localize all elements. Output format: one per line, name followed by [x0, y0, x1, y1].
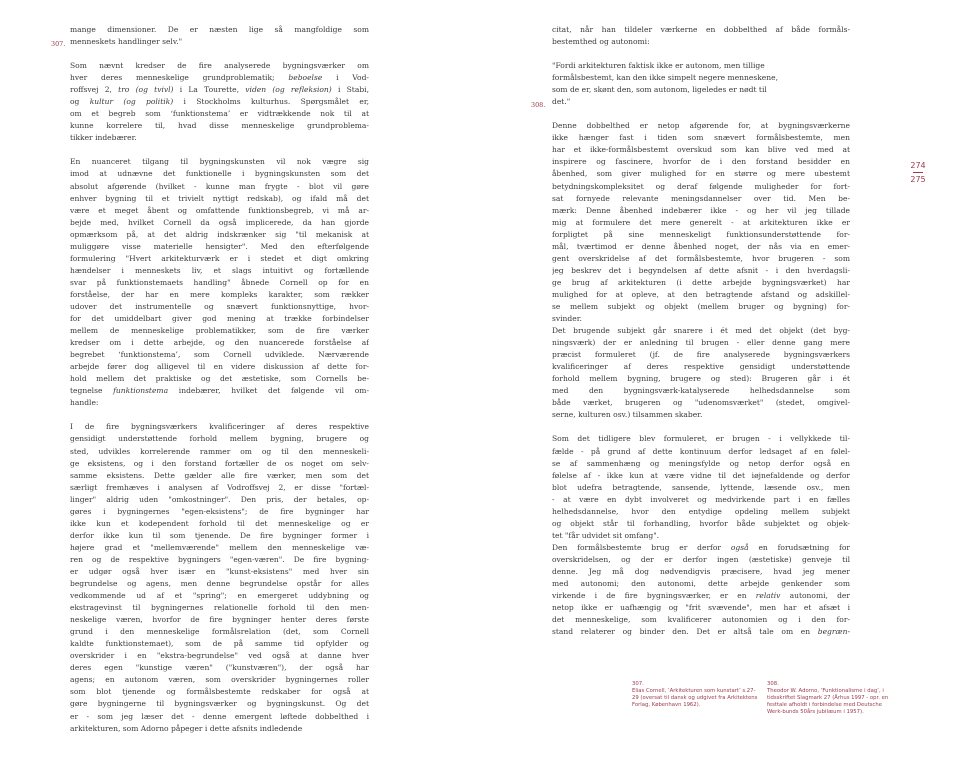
text-line: linger" aldrig uden "omkostninger". Den pris, der betales, op- [70, 494, 369, 504]
text-line: mærk: Denne åbenhed indebærer ikke - og her vil jeg tillade [552, 205, 850, 215]
text-line: for det umiddelbart giver god mening at trække forbindelser [70, 314, 369, 324]
text-line: det." [552, 97, 571, 107]
text-line: deres egen "kunstige væren" ("kunstværen"), der også har [70, 663, 369, 673]
text-line: imod at udnævne det funktionelle i bygningskunsten som det [70, 169, 369, 179]
emphasis: relativ [755, 591, 781, 601]
text-line: bejde med, hvilket Cornell da også implicerede, da han gjorde [70, 217, 369, 227]
text-line: med autonomi; den autonomi, dette arbejde genkender som [552, 579, 850, 589]
page-number-separator [913, 172, 923, 173]
emphasis: funktionstema [113, 386, 169, 396]
text-line: gøres i bygningernes "egen-eksistens"; de fire bygninger har [70, 506, 369, 516]
text-line: formålsbestemt, kan den ikke simpelt negere menneskene, [552, 73, 778, 83]
text-line: kredser om i dette arbejde, og den nuancerede forståelse af [70, 338, 369, 348]
text-line: hver deres menneskelige grundproblematik; beboelse i Vod- [70, 73, 369, 83]
text-line: kunne korrelere til, hvad disse menneskelige grundproblema- [70, 121, 369, 131]
text-line: mig at formulere det mere generelt - at arkitekturen ikke er [552, 217, 850, 227]
text-line: tikker indebærer. [70, 133, 137, 143]
paragraph [552, 120, 850, 325]
text-line: er udgør også hver især en "kunst-eksistens" med hver sin [70, 566, 369, 576]
text-line: grund i den menneskelige formålsrelation (det, som Cornell [70, 627, 369, 637]
text-line: både værket, brugeren og "udenomsværket" (stedet, omgivel- [552, 398, 850, 408]
text-line: overskrider i en "ekstra-begrundelse" ved også at danne hver [70, 651, 369, 661]
emphasis: kultur (og politik) [89, 97, 174, 107]
text-line: mellem de menneskelige problematikker, som de fire værker [70, 326, 369, 336]
text-line: det menneskelige, som kvalificerer autonomien og i den for- [552, 615, 850, 625]
footnote-marker-307: 307. [51, 40, 66, 48]
text-line: ekstragevinst til bygningernes relationelle forhold til den men- [70, 603, 369, 613]
text-line: vedkommende ud af et "spring"; en emergeret uddybning og [70, 591, 369, 601]
text-line: arbejde fører dog alligevel til en videre diskussion af dette for- [70, 362, 369, 372]
text-line: netop ikke er uafhængig og "frit svævende", men har et afsæt i [552, 603, 850, 613]
text-line: tet "får udvidet sit omfang". [552, 530, 660, 540]
text-line: Denne dobbelthed er netop afgørende for, at bygningsværkerne [552, 121, 850, 131]
text-line: handle: [70, 398, 99, 408]
text-line: agens; en autonom væren, som overskrider bygningernes roller [70, 675, 369, 685]
text-line: neskelige væren, hvorfor de fire bygninger henter deres første [70, 615, 369, 625]
text-line: og kultur (og politik) i Stockholms kulturhus. Spørgsmålet er, [70, 97, 369, 107]
text-line: mål, tværtimod er denne åbenhed noget, der nås via en emer- [552, 241, 850, 251]
text-line: udover det instrumentelle og snævert funktionsnyttige, hvor- [70, 301, 369, 311]
text-line: begrebet ‘funktionstema’, som Cornell udviklede. Nærværende [70, 350, 369, 360]
page-number-right: 275 [910, 175, 926, 184]
text-line: kaldte funktionstemaet), som de på samme tid opfylder og [70, 639, 369, 649]
text-line: ikke kun et kodependent forhold til det menneskelige og er [70, 518, 369, 528]
text-line: En nuanceret tilgang til bygningskunsten vil nok vægre sig [70, 157, 369, 167]
text-line: er - som jeg læser det - denne emergent løftede dobbelthed i [70, 711, 369, 721]
text-line: menneskets handlinger selv." [70, 37, 183, 47]
paragraph [552, 433, 850, 541]
text-line: højere grad et "mellemværende" mellem den menneskelige væ- [70, 542, 369, 552]
text-line: hændelser i menneskets liv, et slags intuitivt og fortællende [70, 265, 369, 275]
text-line: sted, udvikles korrelerende rammer om og til den menneskeli- [70, 446, 369, 456]
text-line: og objekt står til forhandling, hvorfor både subjektet og objek- [552, 518, 850, 528]
text-line: - at være en dybt involveret og medvirkende part i en fælles [552, 494, 850, 504]
paragraph [70, 60, 369, 144]
text-line: kvalificeringer af deres respektive gensidigt understøttende [552, 362, 850, 372]
text-line: om et begreb som ‘funktionstema’ er vidtrækkende nok til at [70, 109, 369, 119]
text-line: Som nævnt kredser de fire analyserede bygningsværker om [70, 61, 369, 71]
text-line: med den bygningsværk-katalyserede helhedsdannelse som [552, 386, 850, 396]
footnote-marker-308: 308. [531, 101, 546, 109]
text-line: muliggøre visse materielle hensigter". Med den efterfølgende [70, 241, 369, 251]
paragraph [70, 156, 369, 409]
footnote-308 [767, 681, 897, 716]
text-line: tegnelse funktionstema indebærer, hvilket det følgende vil om- [70, 386, 369, 396]
text-line: se af sammenhæng og meningsfylde og netop derfor også en [552, 458, 850, 468]
footnote-number: 307. [632, 681, 644, 687]
text-line: har et ikke-formålsbestemt overskud som kan blive ved med at [552, 145, 850, 155]
text-line: overskridelsen, og der er derfor ingen (æstetiske) genveje til [552, 554, 850, 564]
text-line: citat, når han tildeler værkerne en dobbelthed af både formåls- [552, 25, 850, 34]
emphasis: begræn- [817, 627, 850, 637]
text-line: denne. Jeg må dog nødvendigvis præcisere, hvad jeg mener [552, 566, 850, 576]
text-line: absolut afgørende (hvilket - kunne man frygte - blot vil gøre [70, 181, 369, 191]
paragraph [70, 421, 369, 734]
page-number-left: 274 [910, 161, 926, 170]
paragraph [70, 24, 369, 48]
text-line: mulighed for at opleve, at den betragtende afstand og adskillel- [552, 289, 850, 299]
text-line: I de fire bygningsværkers kvalificeringer af deres respektive [70, 422, 369, 432]
text-line: særligt fremhæves i analysen af Vodroffsvej 2, er disse "fortæl- [70, 482, 369, 492]
emphasis: også [730, 542, 749, 552]
footnote-text: Theodor W. Adorno, ‘Funktionalisme i dag’, i tidsskriftet Slagmark 27 (Århus 1997 - opr. en festtale afholdt i forbindelse med Deutsche Werk-bunds 50års jubilæum i 1957). [767, 688, 889, 715]
text-line: ningsværk) der er anledning til brugen - eller denne gang mere [552, 338, 850, 348]
footnote-text: Elias Cornell, ‘Arkitekturen som kunstart’ s.27-29 (oversat til dansk og udgivet fra Arkitektens Forlag, København 1962). [632, 688, 758, 708]
text-line: Den formålsbestemte brug er derfor også en forudsætning for [552, 542, 850, 552]
text-line: serne, kulturen osv.) tilsammen skaber. [552, 410, 703, 420]
text-line: Som det tidligere blev formuleret, er brugen - i vellykkede til- [552, 434, 850, 444]
text-line: enhver bygning til et trivielt nyttigt redskab), og ifald må det [70, 193, 369, 203]
text-line: virkende i de fire bygningsværker, er en relativ autonomi, der [552, 591, 850, 601]
text-line: derfor ikke kun til som tjenende. De fire bygninger former i [70, 530, 369, 540]
block-quote [552, 60, 850, 108]
text-line: være et meget åbent og omfattende funktionsbegreb, vi må ar- [70, 205, 369, 215]
text-line: forpligtet på sine menneskeligt funktionsunderstøttende for- [552, 229, 850, 239]
text-line: bestemthed og autonomi: [552, 37, 650, 47]
text-line: betydningskompleksitet og deraf følgende muligheder for fort- [552, 181, 850, 191]
text-line: hold mellem det praktiske og det æstetiske, som Cornells be- [70, 374, 369, 384]
text-line: sat fornyede relevante meningsdannelser over tid. Men be- [552, 193, 850, 203]
text-line: mange dimensioner. De er næsten lige så mangfoldige som [70, 25, 369, 34]
text-line: præcist formuleret (jf. de fire analyserede bygningsværkers [552, 350, 850, 360]
text-line: forståelse, der har en mere kompleks karakter, som rækker [70, 289, 369, 299]
text-line: Det brugende subjekt går snarere i ét med det objekt (det byg- [552, 326, 850, 336]
paragraph [552, 325, 850, 421]
emphasis: viden (og refleksion) [245, 85, 332, 95]
text-line: begrundelse og agens, men denne begrundelse opstår for alles [70, 579, 369, 589]
footnote-number: 308. [767, 681, 779, 687]
page-numbers [906, 161, 930, 184]
text-line: ren og de respektive bygningers "egen-væren". De fire bygning- [70, 554, 369, 564]
text-line: forhold mellem bygning, brugere og sted): Brugeren går i ét [552, 374, 850, 384]
text-line: åbenhed, som giver mulighed for en større og mere ubestemt [552, 169, 850, 179]
text-line: roffsvej 2, tro (og tvivl) i La Tourette, viden (og refleksion) i Stabi, [70, 85, 369, 95]
text-line: samme eksistens. Dette gælder alle fire værker, men som det [70, 470, 369, 480]
text-line: som blot tjenende og formålsbestemte redskaber for også at [70, 687, 369, 697]
text-line: ge brug af arkitekturen (i dette arbejde bygningsværket) har [552, 277, 850, 287]
footnote-307 [632, 681, 758, 709]
text-line: svar på funktionstemaets handling" åbnede Cornell op for en [70, 277, 369, 287]
paragraph [552, 24, 850, 48]
text-line: følelse af - ikke kun at være vidne til det iøjnefaldende og derfor [552, 470, 850, 480]
emphasis: tro (og tvivl) [118, 85, 174, 95]
text-line: jeg beskrev det i begyndelsen af dette afsnit - i den hverdagsli- [552, 265, 850, 275]
right-text-column [552, 24, 850, 638]
text-line: arkitekturen, som Adorno påpeger i dette afsnits indledende [70, 723, 303, 733]
text-line: som de er, skønt den, som autonom, ligeledes er nødt til [552, 85, 767, 95]
text-line: opmærksom på, at det aldrig indskrænker sig "til mekanisk at [70, 229, 369, 239]
text-line: svinder. [552, 314, 582, 324]
text-line: stand relaterer og binder den. Det er altså tale om en begræn- [552, 627, 850, 637]
text-line: gøre bygningerne til bygningsværker og bygningskunst. Og det [70, 699, 369, 709]
text-line: ikke hænger fast i tiden som snævert formålsbestemte, men [552, 133, 850, 143]
text-line: gensidigt understøttende forhold mellem bygning, brugere og [70, 434, 369, 444]
text-line: gent overskridelse af det formålsbestemte, hvor brugeren - som [552, 253, 850, 263]
left-text-column [70, 24, 369, 735]
text-line: blot udefra betragtende, sansende, lyttende, læsende osv., men [552, 482, 850, 492]
text-line: se mellem subjekt og objekt (mellem bruger og bygning) for- [552, 301, 850, 311]
text-line: helhedsdannelse, hvor den entydige opdeling mellem subjekt [552, 506, 850, 516]
text-line: ge eksistens, og i den forstand fortæller de os noget om selv- [70, 458, 369, 468]
emphasis: beboelse [288, 73, 323, 83]
text-line: "Fordi arkitekturen faktisk ikke er autonom, men tillige [552, 61, 765, 71]
text-line: inspirere og fascinere, hvorfor de i den forstand besidder en [552, 157, 850, 167]
text-line: formulering "Hvert arkitekturværk er i stedet et digt omkring [70, 253, 369, 263]
paragraph [552, 542, 850, 638]
text-line: fælde - på grund af dette kontinuum derfor ledsaget af en følel- [552, 446, 850, 456]
